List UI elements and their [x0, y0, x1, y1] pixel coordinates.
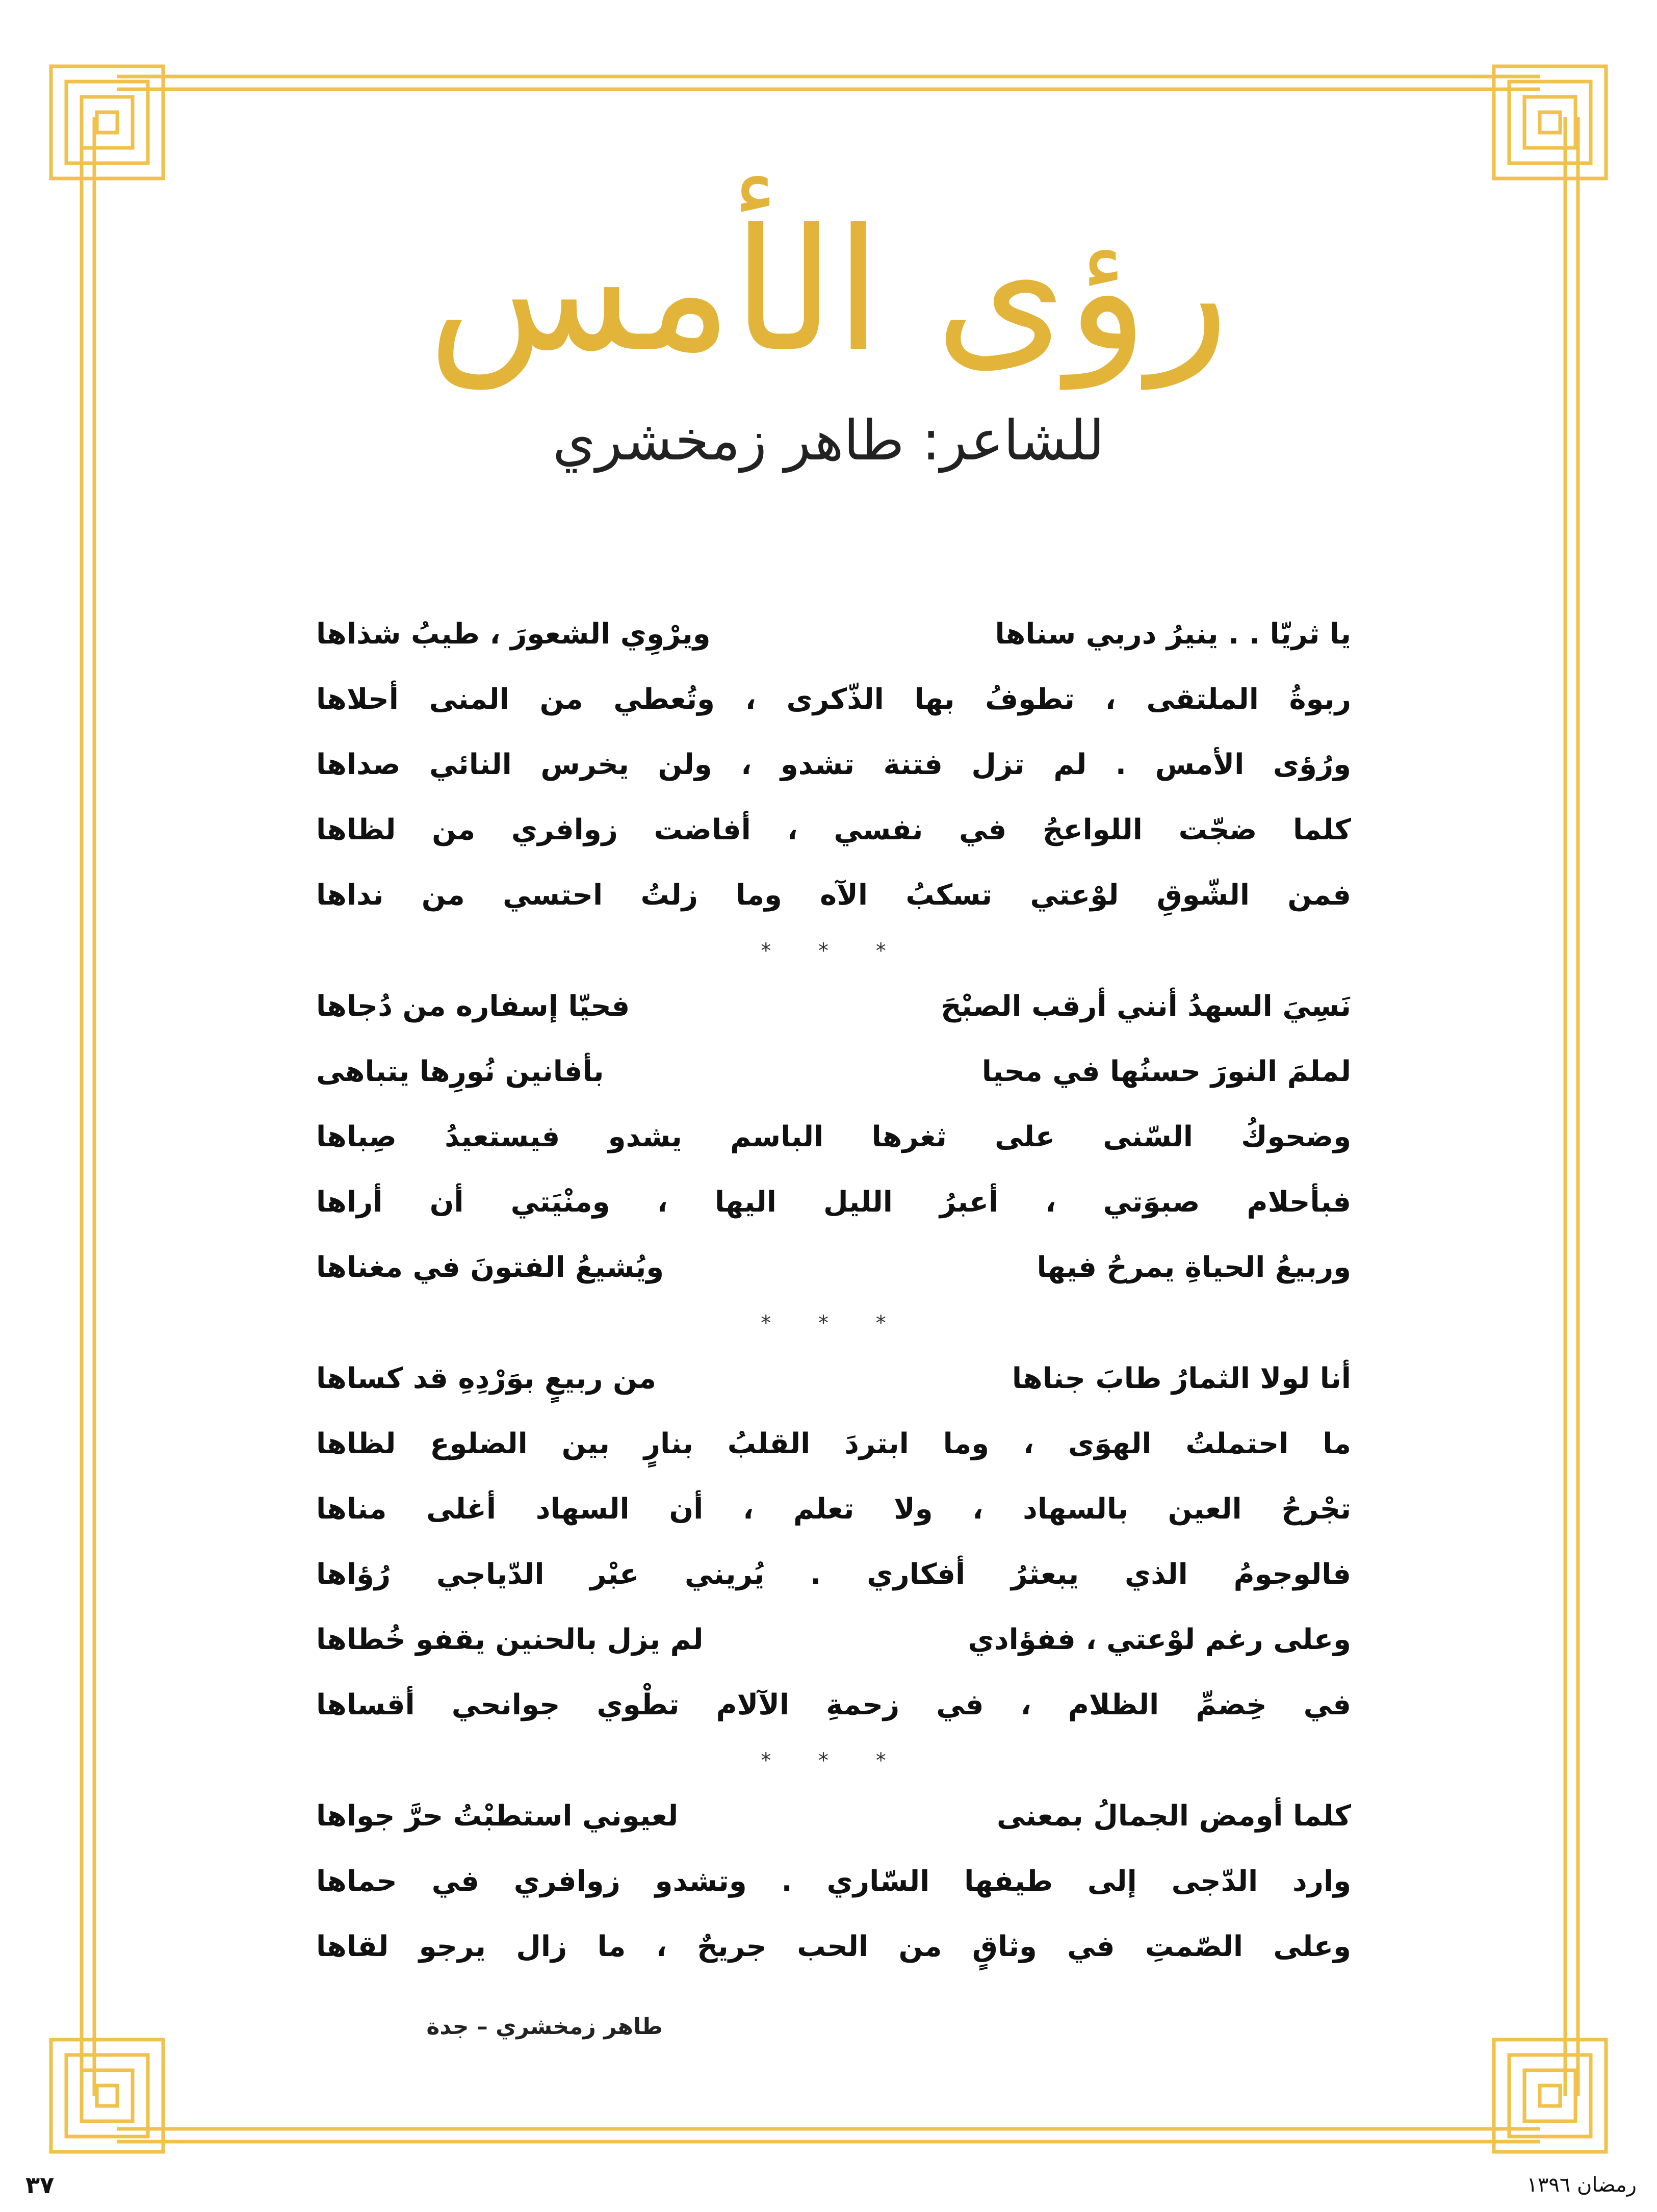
- stanza: [316, 1346, 1351, 1738]
- verse-line: [316, 1235, 1351, 1300]
- verse-line: فبأحلام صبوَتي ، أعبرُ الليل اليها ، ومنْيَتي أن أراها: [316, 1186, 1351, 1219]
- verse-line: كلما ضجّت اللواعجُ في نفسي ، أفاضت زوافري من لظاها: [316, 813, 1351, 846]
- verse-line: فمن الشّوقِ لوْعتي تسكبُ الآه وما زلتُ احتسي من نداها: [316, 879, 1351, 912]
- verse-first-hemistich: كلما أومض الجمالُ بمعنى: [997, 1799, 1351, 1833]
- issue-date: رمضان ١٣٩٦: [1526, 2173, 1637, 2197]
- verse-second-hemistich: بأفانين نُورِها يتباهى: [316, 1055, 604, 1088]
- verse-line: ورُؤى الأمس . لم تزل فتنة تشدو ، ولن يخرس النائي صداها: [316, 748, 1351, 781]
- verse-second-hemistich: فحيّا إسفاره من دُجاها: [316, 990, 630, 1023]
- verse-first-hemistich: يا ثريّا . . ينيرُ دربي سناها: [995, 618, 1351, 651]
- poem-title: رؤى الأمس: [427, 193, 1230, 389]
- poet-byline: للشاعر: طاهر زمخشري: [552, 409, 1105, 473]
- verse-line: [316, 974, 1351, 1039]
- verse-line: ما احتملتُ الهوَى ، وما ابتردَ القلبُ بنارٍ بين الضلوع لظاها: [316, 1427, 1351, 1460]
- signature: طاهر زمخشري – جدة: [426, 2014, 663, 2040]
- verse-line: وضحوكُ السّنى على ثغرها الباسم يشدو فيستعيدُ صِباها: [316, 1120, 1351, 1153]
- corner-ornament-bottom-left: [51, 2040, 163, 2152]
- verse-line: وارد الدّجى إلى طيفها السّاري . وتشدو زوافري في حماها: [316, 1865, 1351, 1898]
- verse-second-hemistich: لم يزل بالحنين يقفو خُطاها: [316, 1623, 704, 1656]
- verse-second-hemistich: لعيوني استطبْتُ حرَّ جواها: [316, 1799, 679, 1833]
- verse-line: [316, 1039, 1351, 1104]
- verse-line: فالوجومُ الذي يبعثرُ أفكاري . يُريني عبْر الدّياجي رُؤاها: [316, 1558, 1351, 1591]
- verse-first-hemistich: أنا لولا الثمارُ طابَ جناها: [1012, 1362, 1351, 1395]
- verse-line: وعلى الصّمتِ في وثاقٍ من الحب جريحٌ ، ما زال يرجو لقاها: [316, 1930, 1351, 1963]
- verse-first-hemistich: وربيعُ الحياةِ يمرحُ فيها: [1037, 1251, 1351, 1284]
- verse-line: [316, 1784, 1351, 1849]
- stanza-separator: * * *: [761, 1749, 907, 1772]
- verse-first-hemistich: نَسِيَ السهدُ أنني أرقب الصبْحَ: [941, 990, 1351, 1023]
- verse-line: [316, 1346, 1351, 1411]
- verse-line: تجْرحُ العين بالسهاد ، ولا تعلم ، أن السهاد أغلى مناها: [316, 1493, 1351, 1526]
- verse-second-hemistich: ويرْوِي الشعورَ ، طيبُ شذاها: [316, 618, 711, 651]
- stanza: [316, 1784, 1351, 1979]
- stanza-separator: * * *: [761, 939, 907, 963]
- verse-line: [316, 602, 1351, 667]
- verse-line: في خِضمِّ الظلام ، في زحمةِ الآلام تطْوي جوانحي أقساها: [316, 1688, 1351, 1721]
- verse-line: ربوةُ الملتقى ، تطوفُ بها الذّكرى ، وتُعطي من المنى أحلاها: [316, 683, 1351, 716]
- corner-ornament-bottom-right: [1494, 2040, 1606, 2152]
- verse-first-hemistich: وعلى رغم لوْعتي ، ففؤادي: [968, 1623, 1351, 1656]
- verse-second-hemistich: ويُشيعُ الفتونَ في مغناها: [316, 1251, 664, 1284]
- corner-ornament-top-right: [1494, 66, 1606, 178]
- corner-ornament-top-left: [51, 66, 163, 178]
- stanza: [316, 974, 1351, 1300]
- verse-second-hemistich: من ربيعٍ بوَرْدِهِ قد كساها: [316, 1362, 657, 1395]
- stanza-separator: * * *: [761, 1311, 907, 1335]
- poem-body: [316, 602, 1351, 1979]
- page-number: ٣٧: [25, 2171, 55, 2199]
- verse-line: [316, 1607, 1351, 1673]
- verse-first-hemistich: لملمَ النورَ حسنُها في محيا: [981, 1055, 1351, 1088]
- stanza: [316, 602, 1351, 928]
